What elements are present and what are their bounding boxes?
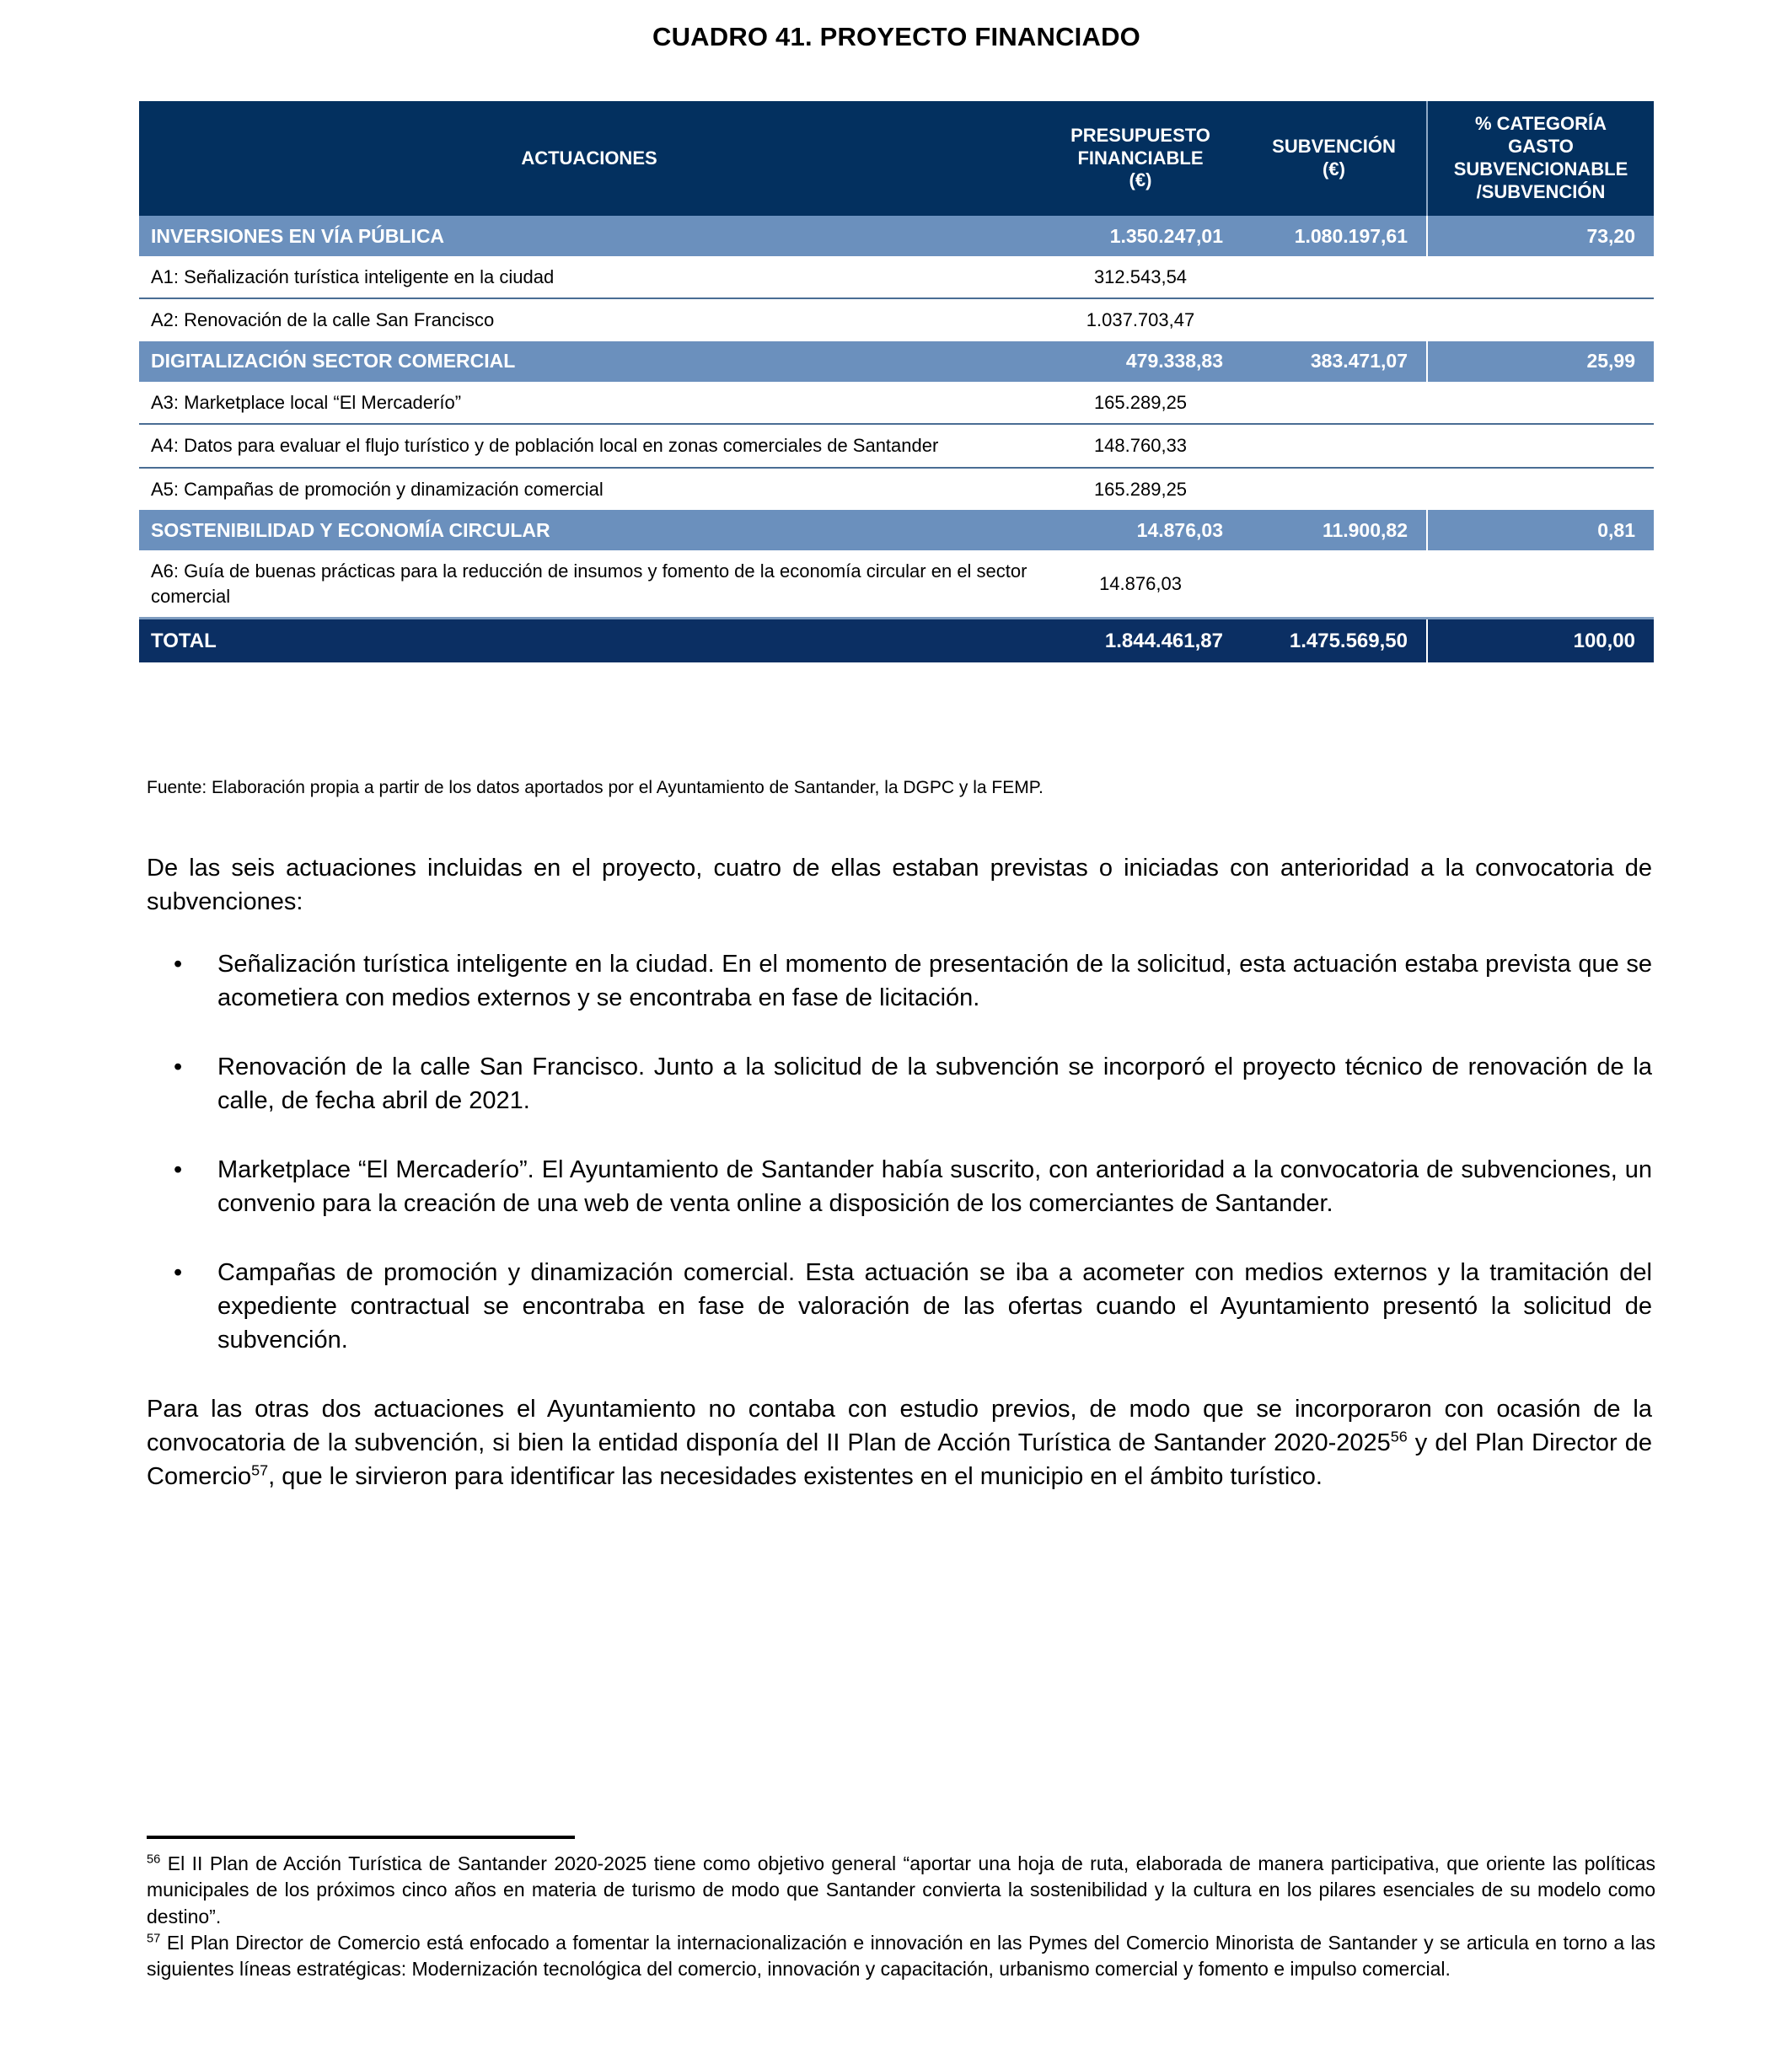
table-section-row [139, 510, 1654, 550]
presupuesto-line1: PRESUPUESTO [1070, 124, 1210, 146]
closing-text-2: y del Plan Director de Comercio [147, 1429, 1652, 1491]
cell-actuacion: A3: Marketplace local “El Mercaderío” [139, 382, 1039, 424]
presupuesto-line3: (€) [1129, 169, 1152, 191]
footnote-ref-56[interactable]: 56 [1390, 1428, 1408, 1445]
footnote-separator [147, 1836, 575, 1839]
list-item [147, 1153, 1652, 1220]
body-content [147, 851, 1652, 1522]
cell-actuacion: A2: Renovación de la calle San Francisco [139, 298, 1039, 340]
cell-subvencion: 11.900,82 [1242, 510, 1427, 550]
pct-line2: GASTO [1508, 136, 1574, 158]
cell-presupuesto: 165.289,25 [1039, 468, 1242, 510]
footnote-marker: 56 [147, 1852, 161, 1867]
cell-actuacion: A4: Datos para evaluar el flujo turístico y de población local en zonas comerciales de Santander [139, 424, 1039, 467]
bullet-icon: • [174, 1259, 183, 1287]
footnote-marker: 57 [147, 1932, 161, 1946]
cell-actuacion: A5: Campañas de promoción y dinamización comercial [139, 468, 1039, 510]
table-section-row [139, 216, 1654, 256]
cell-subvencion [1242, 382, 1427, 424]
cell-subvencion: 1.475.569,50 [1242, 619, 1427, 662]
cell-subvencion [1242, 298, 1427, 340]
table-section-row [139, 341, 1654, 382]
cell-subvencion: 383.471,07 [1242, 341, 1427, 382]
column-header-actuaciones: ACTUACIONES [521, 147, 657, 169]
table-row [139, 382, 1654, 424]
cell-actuacion: TOTAL [139, 619, 1039, 662]
financed-project-table [139, 101, 1654, 662]
closing-text-1: Para las otras dos actuaciones el Ayuntamiento no contaba con estudio previos, de modo que se incorporaron con ocasión de la convocatoria de la subvención, si bien la entidad disponía del II Plan de Acción Turística de Santander 2020-2025 [147, 1396, 1652, 1457]
table-body [139, 216, 1654, 662]
cell-porcentaje [1427, 298, 1654, 340]
cell-porcentaje: 25,99 [1427, 341, 1654, 382]
cell-actuacion: SOSTENIBILIDAD Y ECONOMÍA CIRCULAR [139, 510, 1039, 550]
cell-presupuesto: 148.760,33 [1039, 424, 1242, 467]
list-item-text: Señalización turística inteligente en la ciudad. En el momento de presentación de la solicitud, esta actuación estaba prevista que se acometiera con medios externos y se encontraba en fase de licitación. [217, 951, 1652, 1012]
cell-subvencion [1242, 468, 1427, 510]
footnote-text: El II Plan de Acción Turística de Santander 2020-2025 tiene como objetivo general “aportar una hoja de ruta, elaborada de manera participativa, que oriente las políticas municipales de los próximos cinco años en materia de turismo de modo que Santander convierta la sostenibilidad y la cultura en los pilares esenciales de su modelo como destino”. [147, 1852, 1655, 1927]
cell-presupuesto: 14.876,03 [1039, 550, 1242, 618]
subvencion-line1: SUBVENCIÓN [1272, 136, 1396, 158]
table-header [139, 101, 1654, 216]
table-row [139, 298, 1654, 340]
column-header-pct-categoria [1427, 101, 1654, 216]
cell-presupuesto: 1.037.703,47 [1039, 298, 1242, 340]
intro-paragraph: De las seis actuaciones incluidas en el proyecto, cuatro de ellas estaban previstas o iniciadas con anterioridad a la convocatoria de subvenciones: [147, 855, 1652, 916]
footnote-text: El Plan Director de Comercio está enfocado a fomentar la internacionalización e innovación en las Pymes del Comercio Minorista de Santander y se articula en torno a las siguientes líneas estratégicas: Modernización tecnológica del comercio, innovación y capacitación, urbanismo comercial y fomento e impulso comercial. [147, 1931, 1655, 1981]
source-note: Fuente: Elaboración propia a partir de los datos aportados por el Ayuntamiento de Santander, la DGPC y la FEMP. [147, 778, 1044, 797]
presupuesto-line2: FINANCIABLE [1077, 147, 1204, 169]
bullet-icon: • [174, 951, 183, 978]
list-item [147, 1050, 1652, 1118]
list-item [147, 1256, 1652, 1357]
table-row [139, 424, 1654, 467]
list-item-text: Marketplace “El Mercaderío”. El Ayuntamiento de Santander había suscrito, con anterioridad a la convocatoria de subvenciones, un convenio para la creación de una web de venta online a disposición de los comerciantes de Santander. [217, 1156, 1652, 1218]
cell-presupuesto: 14.876,03 [1039, 510, 1242, 550]
cell-actuacion: A6: Guía de buenas prácticas para la reducción de insumos y fomento de la economía circular en el sector comercial [139, 550, 1039, 618]
cell-actuacion: DIGITALIZACIÓN SECTOR COMERCIAL [139, 341, 1039, 382]
bullet-icon: • [174, 1053, 183, 1081]
table-row [139, 550, 1654, 618]
cell-presupuesto: 1.844.461,87 [1039, 619, 1242, 662]
cell-porcentaje: 100,00 [1427, 619, 1654, 662]
cell-actuacion: A1: Señalización turística inteligente en la ciudad [139, 256, 1039, 298]
cell-subvencion [1242, 424, 1427, 467]
cell-presupuesto: 312.543,54 [1039, 256, 1242, 298]
list-item-text: Campañas de promoción y dinamización comercial. Esta actuación se iba a acometer con medios externos y la tramitación del expediente contractual se encontraba en fase de valoración de las ofertas cuando el Ayuntamiento presentó la solicitud de subvención. [217, 1259, 1652, 1354]
footnote-item [147, 1851, 1655, 1930]
table-total-row [139, 619, 1654, 662]
closing-paragraph [147, 1392, 1652, 1493]
cell-subvencion [1242, 256, 1427, 298]
pct-line3: SUBVENCIONABLE [1453, 158, 1628, 180]
table-header-row [139, 101, 1654, 216]
cell-porcentaje [1427, 256, 1654, 298]
cell-porcentaje [1427, 550, 1654, 618]
bullet-list [147, 947, 1652, 1357]
closing-text-3: , que le sirvieron para identificar las necesidades existentes en el municipio en el ámbito turístico. [268, 1463, 1323, 1491]
pct-line1: % CATEGORÍA [1474, 113, 1607, 135]
cell-presupuesto: 165.289,25 [1039, 382, 1242, 424]
bullet-icon: • [174, 1156, 183, 1184]
cell-subvencion: 1.080.197,61 [1242, 216, 1427, 256]
subvencion-line2: (€) [1323, 158, 1345, 180]
cell-porcentaje [1427, 382, 1654, 424]
footnote-item [147, 1930, 1655, 1983]
cell-actuacion: INVERSIONES EN VÍA PÚBLICA [139, 216, 1039, 256]
cell-porcentaje: 0,81 [1427, 510, 1654, 550]
footnote-ref-57[interactable]: 57 [251, 1461, 269, 1479]
list-item-text: Renovación de la calle San Francisco. Junto a la solicitud de la subvención se incorporó el proyecto técnico de renovación de la calle, de fecha abril de 2021. [217, 1053, 1652, 1115]
page-title: CUADRO 41. PROYECTO FINANCIADO [652, 22, 1140, 51]
cell-presupuesto: 479.338,83 [1039, 341, 1242, 382]
cell-presupuesto: 1.350.247,01 [1039, 216, 1242, 256]
pct-line4: /SUBVENCIÓN [1476, 180, 1606, 202]
list-item [147, 947, 1652, 1015]
cell-porcentaje [1427, 468, 1654, 510]
footnote-list [147, 1851, 1655, 1982]
table-row [139, 256, 1654, 298]
cell-porcentaje: 73,20 [1427, 216, 1654, 256]
column-header-presupuesto-financiable [1039, 101, 1242, 216]
cell-subvencion [1242, 550, 1427, 618]
column-header-subvencion [1242, 101, 1427, 216]
cell-porcentaje [1427, 424, 1654, 467]
table-row [139, 468, 1654, 510]
